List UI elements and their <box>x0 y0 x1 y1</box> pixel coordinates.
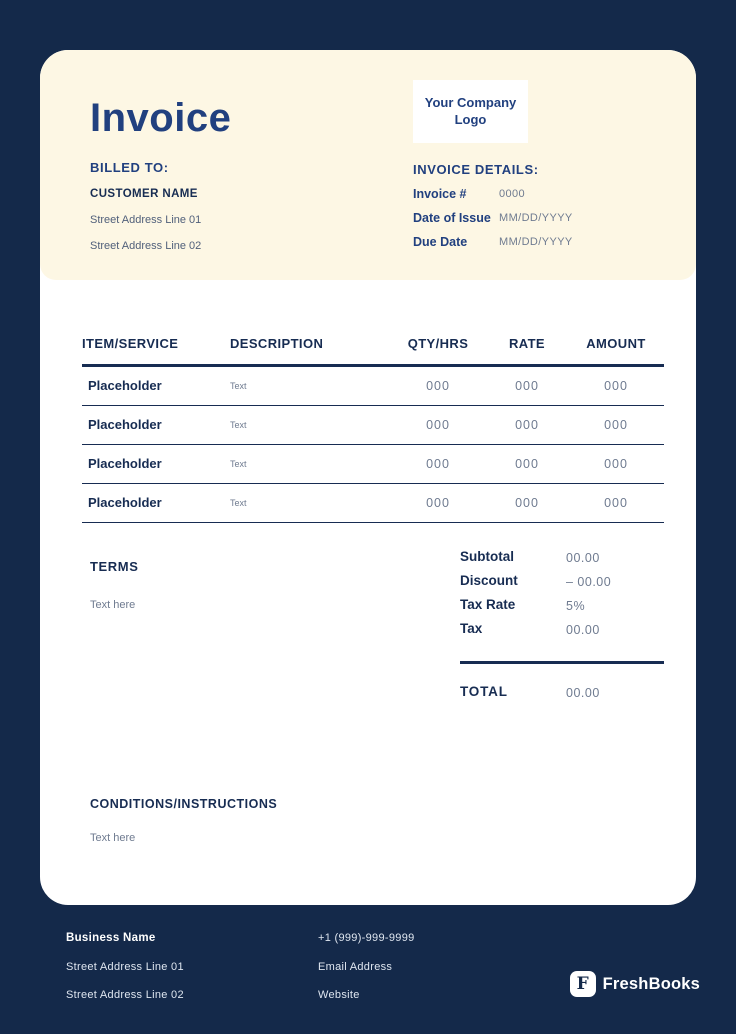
tax-row <box>460 621 664 637</box>
subtotal-value: 00.00 <box>566 551 600 565</box>
row-amount: 000 <box>604 495 628 510</box>
invoice-title: Invoice <box>90 96 232 140</box>
billed-to-label: BILLED TO: <box>90 160 169 175</box>
due-date-value: MM/DD/YYYY <box>499 236 573 248</box>
business-phone: +1 (999)-999-9999 <box>318 932 415 944</box>
customer-name: CUSTOMER NAME <box>90 188 198 200</box>
table-row <box>82 367 664 406</box>
table-row <box>82 445 664 484</box>
row-item: Placeholder <box>88 495 162 510</box>
summary-block <box>460 549 664 700</box>
row-item: Placeholder <box>88 417 162 432</box>
date-of-issue-row <box>413 211 646 225</box>
due-date-row <box>413 235 646 249</box>
date-of-issue-label: Date of Issue <box>413 211 491 225</box>
customer-address-line-1: Street Address Line 01 <box>90 214 202 226</box>
row-qty: 000 <box>426 495 450 510</box>
row-rate: 000 <box>515 495 539 510</box>
company-logo-placeholder: Your Company Logo <box>413 80 528 143</box>
freshbooks-wordmark: FreshBooks <box>602 974 700 993</box>
invoice-number-label: Invoice # <box>413 187 467 201</box>
business-address-line-1: Street Address Line 01 <box>66 960 184 973</box>
row-rate: 000 <box>515 378 539 393</box>
terms-block <box>90 549 460 700</box>
col-header-description: DESCRIPTION <box>230 336 324 351</box>
row-description: Text <box>230 419 247 430</box>
row-qty: 000 <box>426 417 450 432</box>
row-qty: 000 <box>426 378 450 393</box>
row-amount: 000 <box>604 378 628 393</box>
row-rate: 000 <box>515 456 539 471</box>
row-qty: 000 <box>426 456 450 471</box>
tax-rate-label: Tax Rate <box>460 597 516 612</box>
row-description: Text <box>230 380 247 391</box>
tax-value: 00.00 <box>566 623 600 637</box>
total-row <box>460 684 664 700</box>
freshbooks-f-icon: F <box>570 971 596 997</box>
tax-rate-row <box>460 597 664 613</box>
total-label: TOTAL <box>460 684 508 699</box>
row-item: Placeholder <box>88 456 162 471</box>
total-value: 00.00 <box>566 686 600 700</box>
row-amount: 000 <box>604 417 628 432</box>
terms-label: TERMS <box>90 559 139 574</box>
due-date-label: Due Date <box>413 235 468 249</box>
invoice-header <box>40 50 696 280</box>
terms-and-summary <box>90 549 664 700</box>
tax-label: Tax <box>460 621 483 636</box>
conditions-block <box>90 797 646 844</box>
conditions-label: CONDITIONS/INSTRUCTIONS <box>90 797 278 811</box>
invoice-details-label: INVOICE DETAILS: <box>413 162 539 177</box>
row-amount: 000 <box>604 456 628 471</box>
table-header-row <box>82 336 664 367</box>
footer-contact-column <box>318 932 548 1018</box>
discount-label: Discount <box>460 573 518 588</box>
invoice-card <box>40 50 696 905</box>
row-rate: 000 <box>515 417 539 432</box>
freshbooks-logo[interactable] <box>570 971 700 997</box>
table-row <box>82 406 664 445</box>
business-website: Website <box>318 989 360 1001</box>
row-description: Text <box>230 497 247 508</box>
date-of-issue-value: MM/DD/YYYY <box>499 212 573 224</box>
total-divider <box>460 661 664 664</box>
invoice-number-row <box>413 187 646 201</box>
table-row <box>82 484 664 523</box>
col-header-item-service: ITEM/SERVICE <box>82 336 179 351</box>
col-header-qty-hrs: QTY/HRS <box>407 336 469 351</box>
row-item: Placeholder <box>88 378 162 393</box>
footer-columns <box>0 905 736 1018</box>
footer-business-column <box>66 932 318 1018</box>
discount-row <box>460 573 664 589</box>
business-email: Email Address <box>318 960 393 973</box>
conditions-text: Text here <box>90 832 136 844</box>
invoice-number-value: 0000 <box>499 188 526 200</box>
business-name: Business Name <box>66 932 156 944</box>
tax-rate-value: 5% <box>566 599 586 613</box>
row-description: Text <box>230 458 247 469</box>
customer-address-line-2: Street Address Line 02 <box>90 240 202 252</box>
subtotal-row <box>460 549 664 565</box>
subtotal-label: Subtotal <box>460 549 514 564</box>
col-header-rate: RATE <box>508 336 546 351</box>
col-header-amount: AMOUNT <box>586 336 646 351</box>
page-footer <box>0 905 736 1034</box>
business-address-line-2: Street Address Line 02 <box>66 989 184 1001</box>
discount-value: – 00.00 <box>566 575 612 589</box>
terms-text: Text here <box>90 599 136 611</box>
line-items-table <box>82 336 664 523</box>
header-left-column <box>90 80 413 280</box>
header-right-column <box>413 80 646 280</box>
